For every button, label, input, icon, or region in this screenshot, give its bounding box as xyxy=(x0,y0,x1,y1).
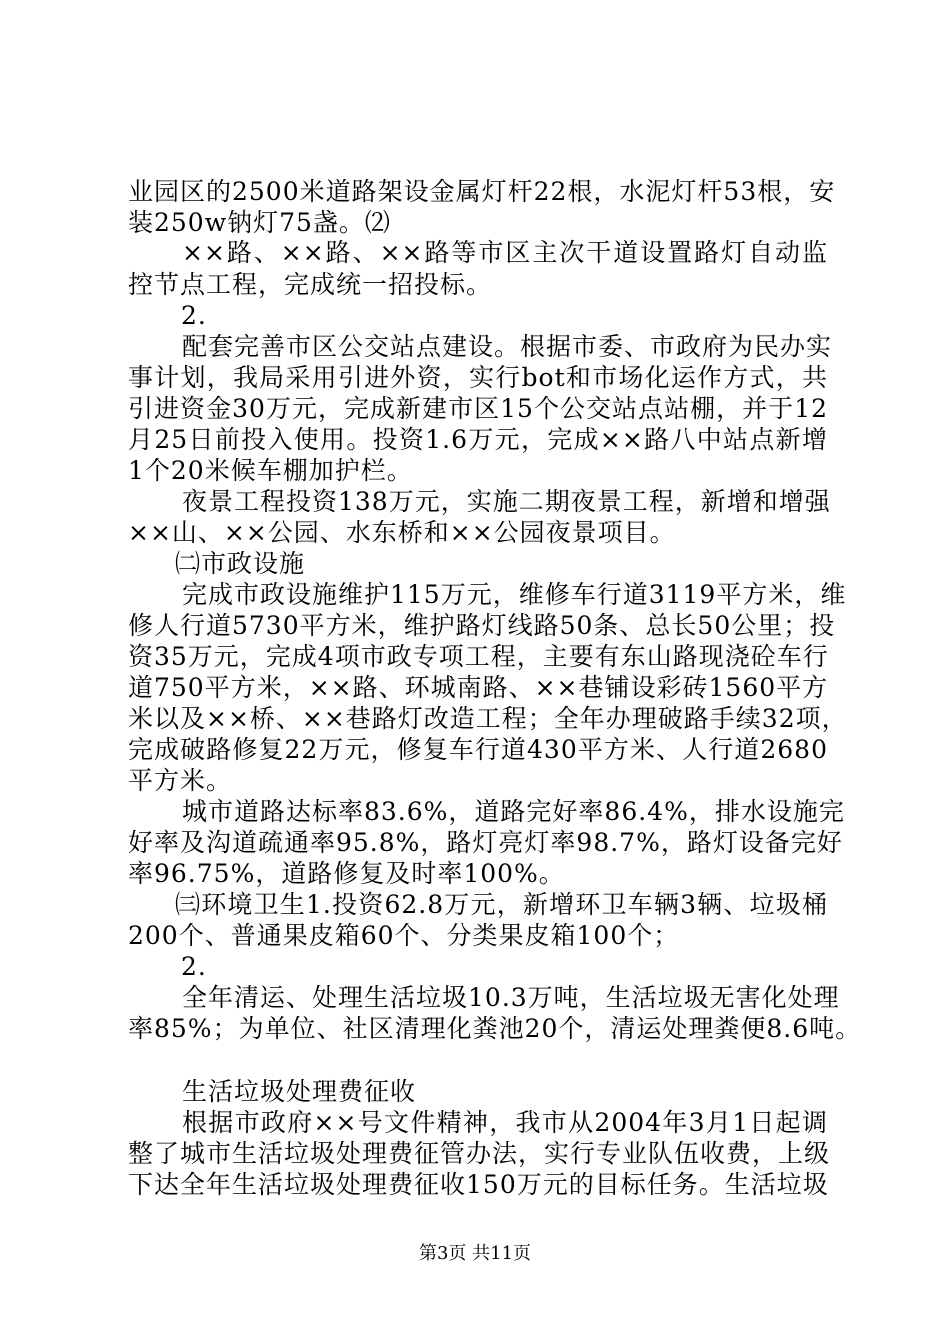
text-line: 米以及××桥、××巷路灯改造工程；全年办理破路手续32项， xyxy=(128,704,848,733)
text-line: 业园区的2500米道路架设金属灯杆22根，水泥灯杆53根，安 xyxy=(128,177,836,206)
text-line: 城市道路达标率83.6%，道路完好率86.4%，排水设施完 xyxy=(182,797,845,826)
text-line: 道750平方米，××路、环城南路、××巷铺设彩砖1560平方 xyxy=(128,673,829,702)
text-line: 完成市政设施维护115万元，维修车行道3119平方米，维 xyxy=(182,580,847,609)
section-heading: ㈢环境卫生1.投资62.8万元，新增环卫车辆3辆、垃圾桶 xyxy=(175,890,828,919)
text-line: 引进资金30万元，完成新建市区15个公交站点站棚，并于12 xyxy=(128,394,828,423)
text-line: 装250w钠灯75盏。⑵ xyxy=(128,208,391,237)
text-line: 事计划，我局采用引进外资，实行bot和市场化运作方式，共 xyxy=(128,363,828,392)
text-line: 下达全年生活垃圾处理费征收150万元的目标任务。生活垃圾 xyxy=(128,1170,829,1199)
text-line: 率96.75%，道路修复及时率100%。 xyxy=(128,859,565,888)
text-line: 1个20米候车棚加护栏。 xyxy=(128,456,413,485)
text-line: 配套完善市区公交站点建设。根据市委、市政府为民办实 xyxy=(182,332,833,361)
text-line: 月25日前投入使用。投资1.6万元，完成××路八中站点新增 xyxy=(128,425,828,454)
section-heading: 生活垃圾处理费征收 xyxy=(182,1077,417,1106)
page-footer: 第3页 共11页 xyxy=(418,1243,532,1264)
text-line: 平方米。 xyxy=(128,766,233,795)
text-line: 好率及沟道疏通率95.8%，路灯亮灯率98.7%，路灯设备完好 xyxy=(128,828,843,857)
text-line: 修人行道5730平方米，维护路灯线路50条、总长50公里；投 xyxy=(128,611,836,640)
text-line: 根据市政府××号文件精神，我市从2004年3月1日起调 xyxy=(182,1108,828,1137)
text-line: 完成破路修复22万元，修复车行道430平方米、人行道2680 xyxy=(128,735,828,764)
text-line: 夜景工程投资138万元，实施二期夜景工程，新增和增强 xyxy=(182,487,831,516)
text-line: 资35万元，完成4项市政专项工程，主要有东山路现浇砼车行 xyxy=(128,642,829,671)
text-line: 整了城市生活垃圾处理费征管办法，实行专业队伍收费，上级 xyxy=(128,1139,831,1168)
text-line: 率85%；为单位、社区清理化粪池20个，清运处理粪便8.6吨。 xyxy=(128,1014,862,1043)
text-line: 2. xyxy=(181,952,207,981)
text-line: 2. xyxy=(181,301,207,330)
text-line: 全年清运、处理生活垃圾10.3万吨，生活垃圾无害化处理 xyxy=(182,983,840,1012)
text-line: ××路、××路、××路等市区主次干道设置路灯自动监 xyxy=(182,238,828,267)
section-heading: ㈡市政设施 xyxy=(175,549,306,578)
text-line: 控节点工程，完成统一招投标。 xyxy=(128,270,493,299)
text-line: ××山、××公园、水东桥和××公园夜景项目。 xyxy=(128,518,676,547)
text-line: 200个、普通果皮箱60个、分类果皮箱100个； xyxy=(128,921,680,950)
